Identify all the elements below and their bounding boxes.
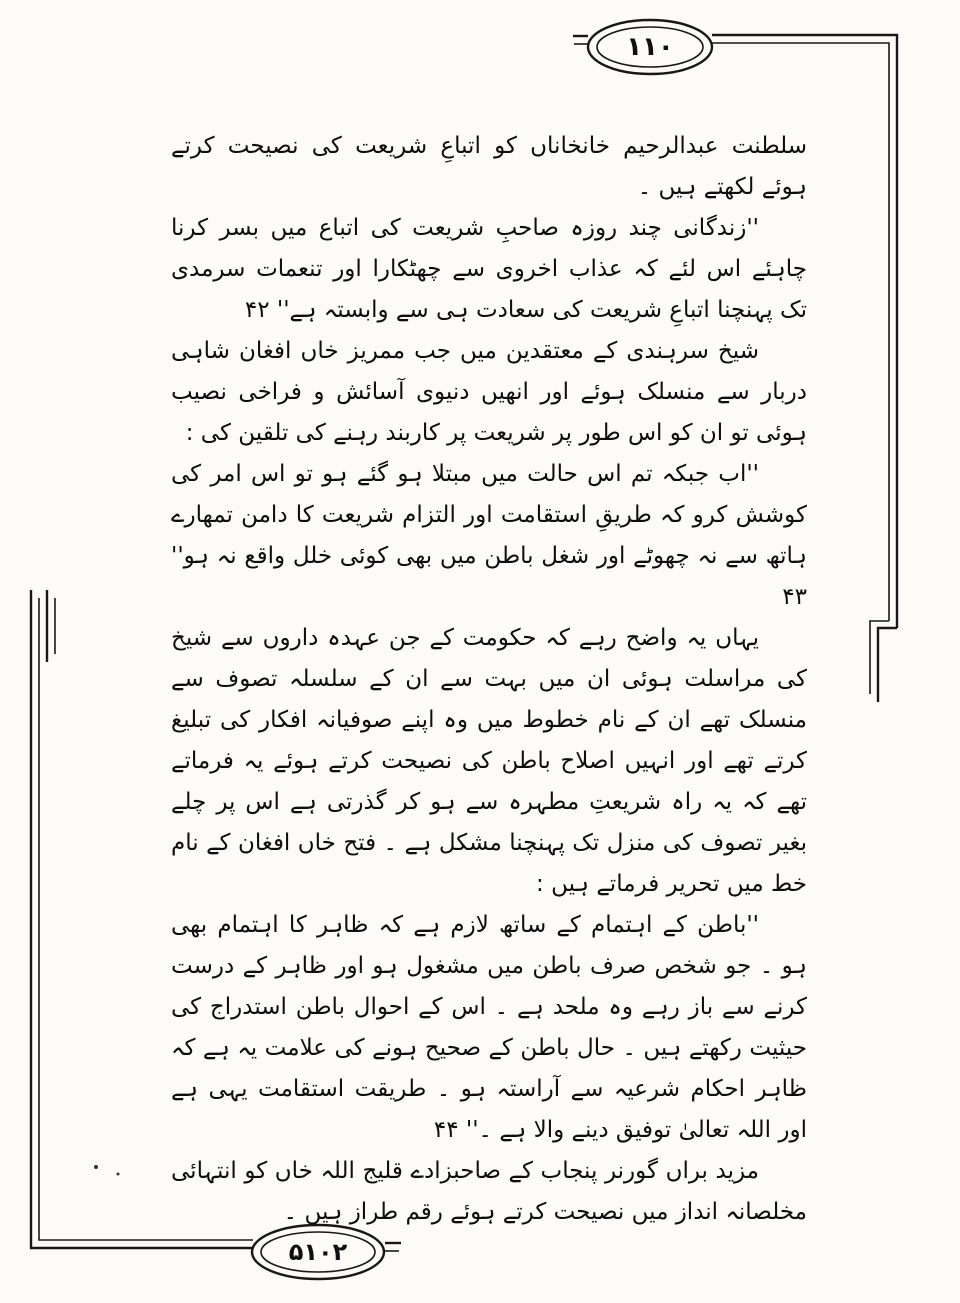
paragraph-quote: ''باطن کے اہتمام کے ساتھ لازم ہے کہ ظاہر کا اہتمام بھی ہو ۔ جو شخص صرف باطن میں مشغول ہو اور ظاہر کے درست کرنے سے باز رہے وہ ملحد ہے ۔ اس کے احوال باطن استدراج کی حیثیت رکھتے ہیں ۔ حال باطن کے صحیح ہونے کی علامت یہ ہے کہ ظاہر احکام شرعیہ سے آراستہ ہو ۔ طریقت استقامت یہی ہے اور اللہ تعالیٰ توفیق دینے والا ہے ۔'' ۴۴: [171, 912, 807, 1143]
paragraph-body: مزید براں گورنر پنجاب کے صاحبزادے قلیج اللہ خاں کو انتہائی مخلصانہ انداز میں نصیحت کرتے ہوئے رقم طراز ہیں ۔: [171, 1158, 807, 1225]
paragraph-opening: سلطنت عبدالرحیم خانخاناں کو اتباعِ شریعت کی نصیحت کرتے ہوئے لکھتے ہیں ۔: [171, 133, 807, 200]
footer-number: ۵۱۰۲: [288, 1238, 348, 1266]
page-number: ۱۱۰: [626, 32, 674, 62]
paragraph-quote: ''اب جبکہ تم اس حالت میں مبتلا ہو گئے ہو تو اس امر کی کوشش کرو کہ طریقِ استقامت اور التزام شریعت کا دامن تمھارے ہاتھ سے نہ چھوٹے اور شغل باطن میں بھی کوئی خلل واقع نہ ہو'' ۴۳: [171, 461, 807, 610]
paragraph-body: یہاں یہ واضح رہے کہ حکومت کے جن عہدہ داروں سے شیخ کی مراسلت ہوئی ان میں بہت سے ان کے سلسلہ تصوف سے منسلک تھے ان کے نام خطوط میں وہ اپنے صوفیانہ افکار کی تبلیغ کرتے تھے اور انہیں اصلاح باطن کی نصیحت کرتے ہوئے یہ فرماتے تھے کہ یہ راہ شریعتِ مطہرہ سے ہو کر گذرتی ہے اس پر چلے بغیر تصوف کی منزل تک پہنچنا مشکل ہے ۔ فتح خاں افغان کے نام خط میں تحریر فرماتے ہیں :: [171, 625, 807, 897]
text-block: [171, 126, 807, 1233]
paragraph-body: شیخ سرہندی کے معتقدین میں جب ممریز خاں افغان شاہی دربار سے منسلک ہوئے اور انھیں دنیوی آسائش و فراخی نصیب ہوئی تو ان کو اس طور پر شریعت پر کاربند رہنے کی تلقین کی :: [171, 338, 807, 446]
paragraph-quote: ''زندگانی چند روزہ صاحبِ شریعت کی اتباع میں بسر کرنا چاہئے اس لئے کہ عذاب اخروی سے چھٹکارا اور تنعمات سرمدی تک پہنچنا اتباعِ شریعت کی سعادت ہی سے وابستہ ہے'' ۴۲: [171, 215, 807, 323]
scan-specks: [94, 1165, 120, 1176]
